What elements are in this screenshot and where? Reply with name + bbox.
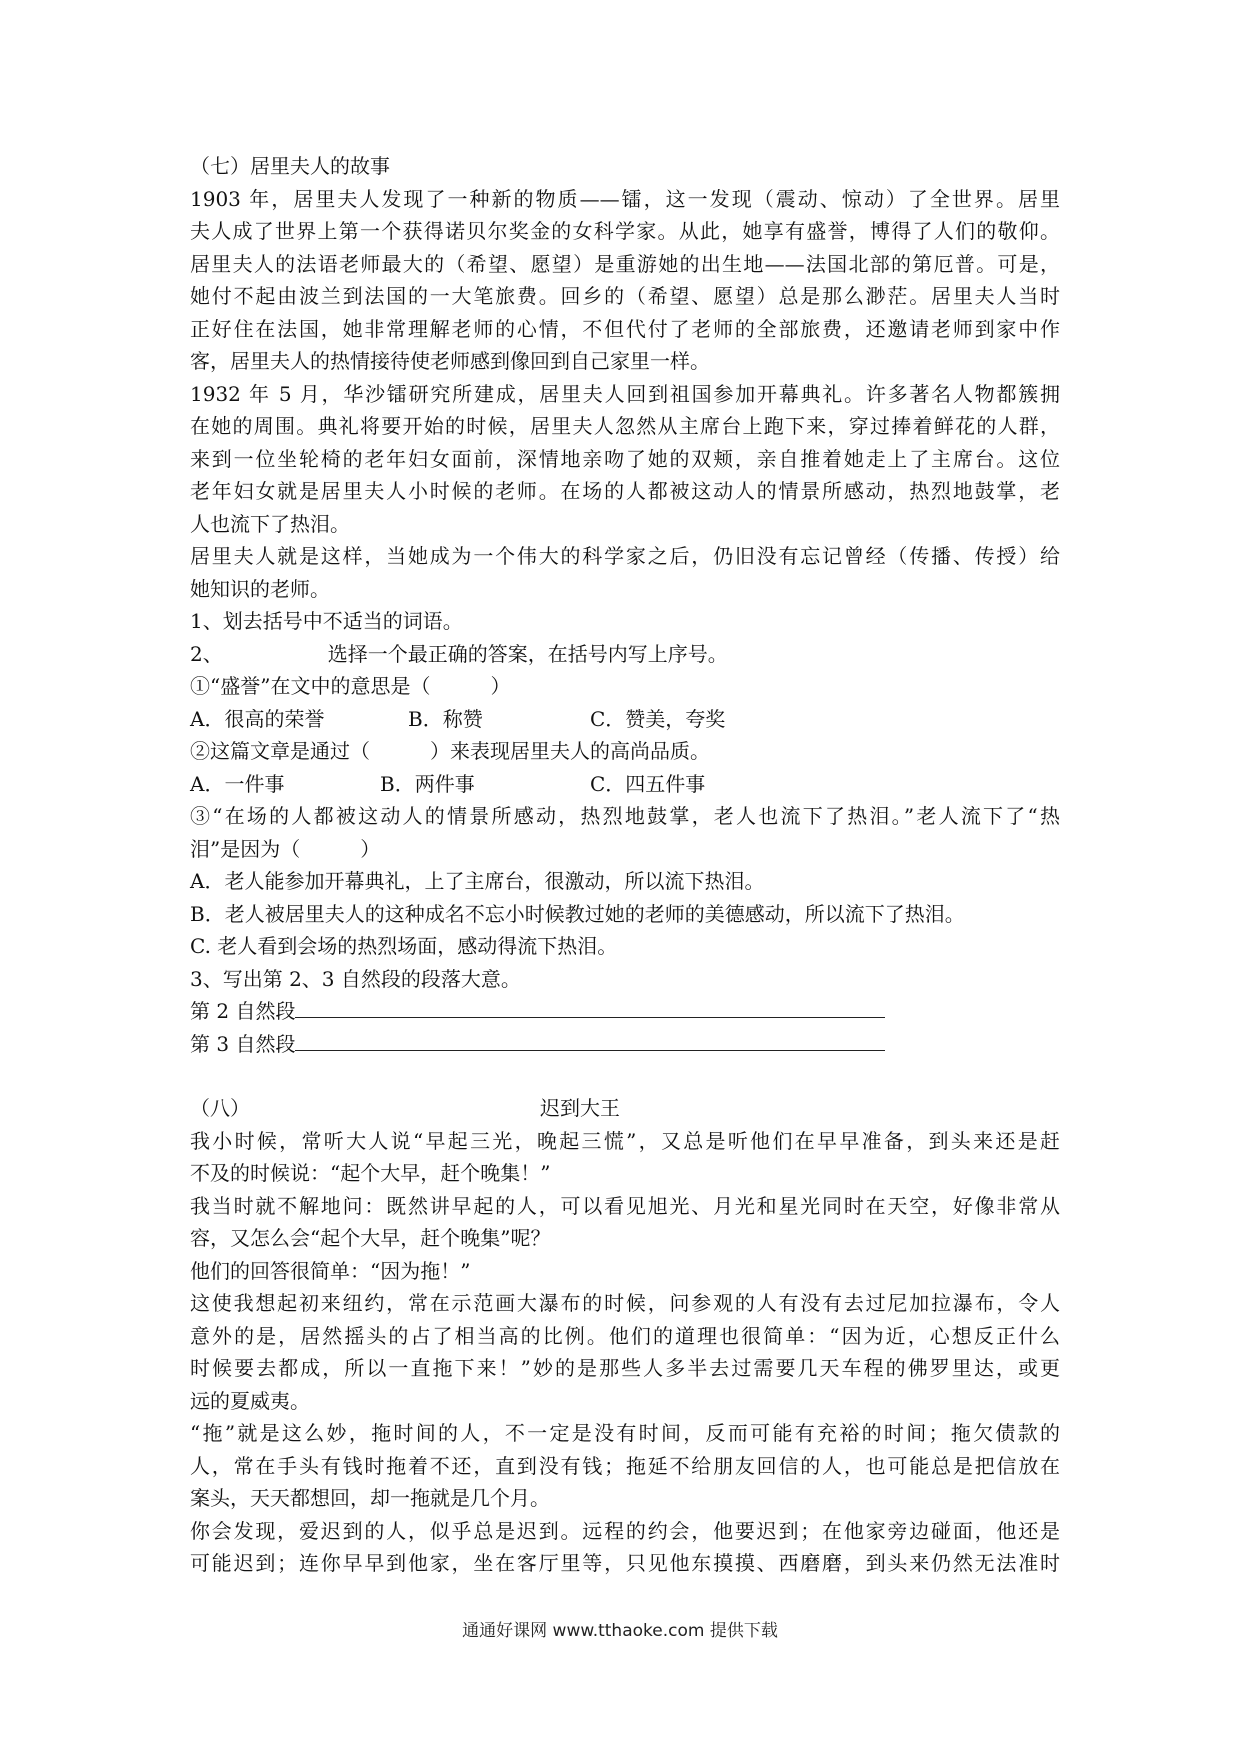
question-2 [190,638,1060,671]
sub-question-2-choices [190,768,1060,801]
text-line: 可能迟到；连你早早到他家，坐在客厅里等，只见他东摸摸、西磨磨，到头来仍然无法准时 [190,1551,1060,1575]
choice-c: C. 老人看到会场的热烈场面，感动得流下热泪。 [190,934,618,958]
story8-paragraph-3 [190,1255,1060,1288]
story8-paragraph-2 [190,1190,1060,1255]
text-line: 老年妇女就是居里夫人小时候的老师。在场的人都被这动人的情景所感动，热烈地鼓掌，老 [190,479,1060,503]
text-line: 她付不起由波兰到法国的一大笔旅费。回乡的（希望、愿望）总是那么渺茫。居里夫人当时 [190,284,1060,308]
choice-c: C．四五件事 [590,771,706,796]
text-line: 1932 年 5 月，华沙镭研究所建成，居里夫人回到祖国参加开幕典礼。许多著名人物都簇拥 [190,381,1060,406]
text-line: 客，居里夫人的热情接待使老师感到像回到自己家里一样。 [190,349,710,373]
choice-b: B．老人被居里夫人的这种成名不忘小时候教过她的老师的美德感动，所以流下了热泪。 [190,901,965,926]
answer-label: 第 2 自然段 [190,999,296,1023]
text-line: ③“在场的人都被这动人的情景所感动，热烈地鼓掌，老人也流下了热泪。”老人流下了“热 [190,804,1060,828]
story7-paragraph-1 [190,183,1060,378]
story8-number: （八） [190,1096,250,1120]
question-2-number: 2、 [190,641,223,666]
text-line: 容，又怎么会“起个大早，赶个晚集”呢？ [190,1226,551,1250]
text-line: 居里夫人的法语老师最大的（希望、愿望）是重游她的出生地——法国北部的第厄普。可是， [190,251,1060,276]
story8-title: 迟到大王 [540,1096,620,1120]
sub-question-2: ②这篇文章是通过（ ）来表现居里夫人的高尚品质。 [190,739,710,763]
answer-blank[interactable] [295,1028,885,1051]
text-line: 正好住在法国，她非常理解老师的心情，不但代付了老师的全部旅费，还邀请老师到家中作 [190,316,1060,341]
story7-title: （七）居里夫人的故事 [190,154,390,178]
page-footer: 通通好课网 www.tthaoke.com 提供下载 [462,1621,778,1641]
story7-paragraph-2 [190,378,1060,541]
text-line: 意外的是，居然摇头的占了相当高的比例。他们的道理也很简单：“因为近，心想反正什么 [190,1323,1060,1348]
text-line: 来到一位坐轮椅的老年妇女面前，深情地亲吻了她的双颊，亲自推着她走上了主席台。这位 [190,446,1060,471]
answer-label: 第 3 自然段 [190,1031,296,1056]
sub-question-1: ①“盛誉”在文中的意思是（ ） [190,674,511,698]
sub-question-1-choices [190,703,1060,736]
text-line: 泪”是因为（ ） [190,836,381,861]
choice-b: B．两件事 [380,771,475,796]
text-line: 人，常在手头有钱时拖着不还，直到没有钱；拖延不给朋友回信的人，也可能总是把信放在 [190,1453,1060,1478]
question-2-text: 选择一个最正确的答案，在括号内写上序号。 [327,641,728,666]
answer-line-paragraph-3[interactable] [190,1028,1060,1061]
question-1: 1、划去括号中不适当的词语。 [190,609,463,633]
sub-question-3 [190,800,1060,865]
story8-paragraph-1 [190,1125,1060,1190]
choice-c: C．赞美，夸奖 [590,706,726,731]
story7-paragraph-3 [190,540,1060,605]
story8-paragraph-5 [190,1417,1060,1515]
text-line: 这使我想起初来纽约，常在示范画大瀑布的时候，问参观的人有没有去过尼加拉瀑布，令人 [190,1291,1060,1315]
text-line: 人也流下了热泪。 [190,511,350,536]
text-line: 我小时候，常听大人说“早起三光，晚起三慌”，又总是听他们在早早准备，到头来还是赶 [190,1128,1060,1153]
question-3: 3、写出第 2、3 自然段的段落大意。 [190,966,521,991]
choice-a: A．很高的荣誉 [190,706,325,731]
choice-a: A．老人能参加开幕典礼，上了主席台，很激动，所以流下热泪。 [190,869,765,893]
text-line: 夫人成了世界上第一个获得诺贝尔奖金的女科学家。从此，她享有盛誉，博得了人们的敬仰。 [190,219,1060,243]
text-line: 他们的回答很简单：“因为拖！” [190,1258,471,1283]
answer-line-paragraph-2[interactable] [190,995,1060,1028]
text-line: “拖”就是这么妙，拖时间的人，不一定是没有时间，反而可能有充裕的时间；拖欠债款的 [190,1421,1060,1445]
text-line: 案头，天天都想回，却一拖就是几个月。 [190,1486,550,1510]
story8-paragraph-4 [190,1287,1060,1417]
answer-blank[interactable] [295,995,885,1018]
text-line: 不及的时候说：“起个大早，赶个晚集！” [190,1161,551,1185]
text-line: 在她的周围。典礼将要开始的时候，居里夫人忽然从主席台上跑下来，穿过捧着鲜花的人群， [190,414,1060,438]
text-line: 1903 年，居里夫人发现了一种新的物质——镭，这一发现（震动、惊动）了全世界。居里 [190,186,1060,211]
worksheet-content [190,150,1060,1580]
choice-b: B．称赞 [408,706,483,731]
text-line: 你会发现，爱迟到的人，似乎总是迟到。远程的约会，他要迟到；在他家旁边碰面，他还是 [190,1518,1060,1543]
text-line: 远的夏威夷。 [190,1388,310,1413]
text-line: 她知识的老师。 [190,576,330,601]
choice-a: A．一件事 [190,771,285,796]
story8-paragraph-6 [190,1515,1060,1580]
text-line: 我当时就不解地问：既然讲早起的人，可以看见旭光、月光和星光同时在天空，好像非常从 [190,1193,1060,1218]
text-line: 时候要去都成，所以一直拖下来！”妙的是那些人多半去过需要几天车程的佛罗里达，或更 [190,1356,1060,1380]
story8-heading [190,1092,1060,1125]
text-line: 居里夫人就是这样，当她成为一个伟大的科学家之后，仍旧没有忘记曾经（传播、传授）给 [190,544,1060,568]
